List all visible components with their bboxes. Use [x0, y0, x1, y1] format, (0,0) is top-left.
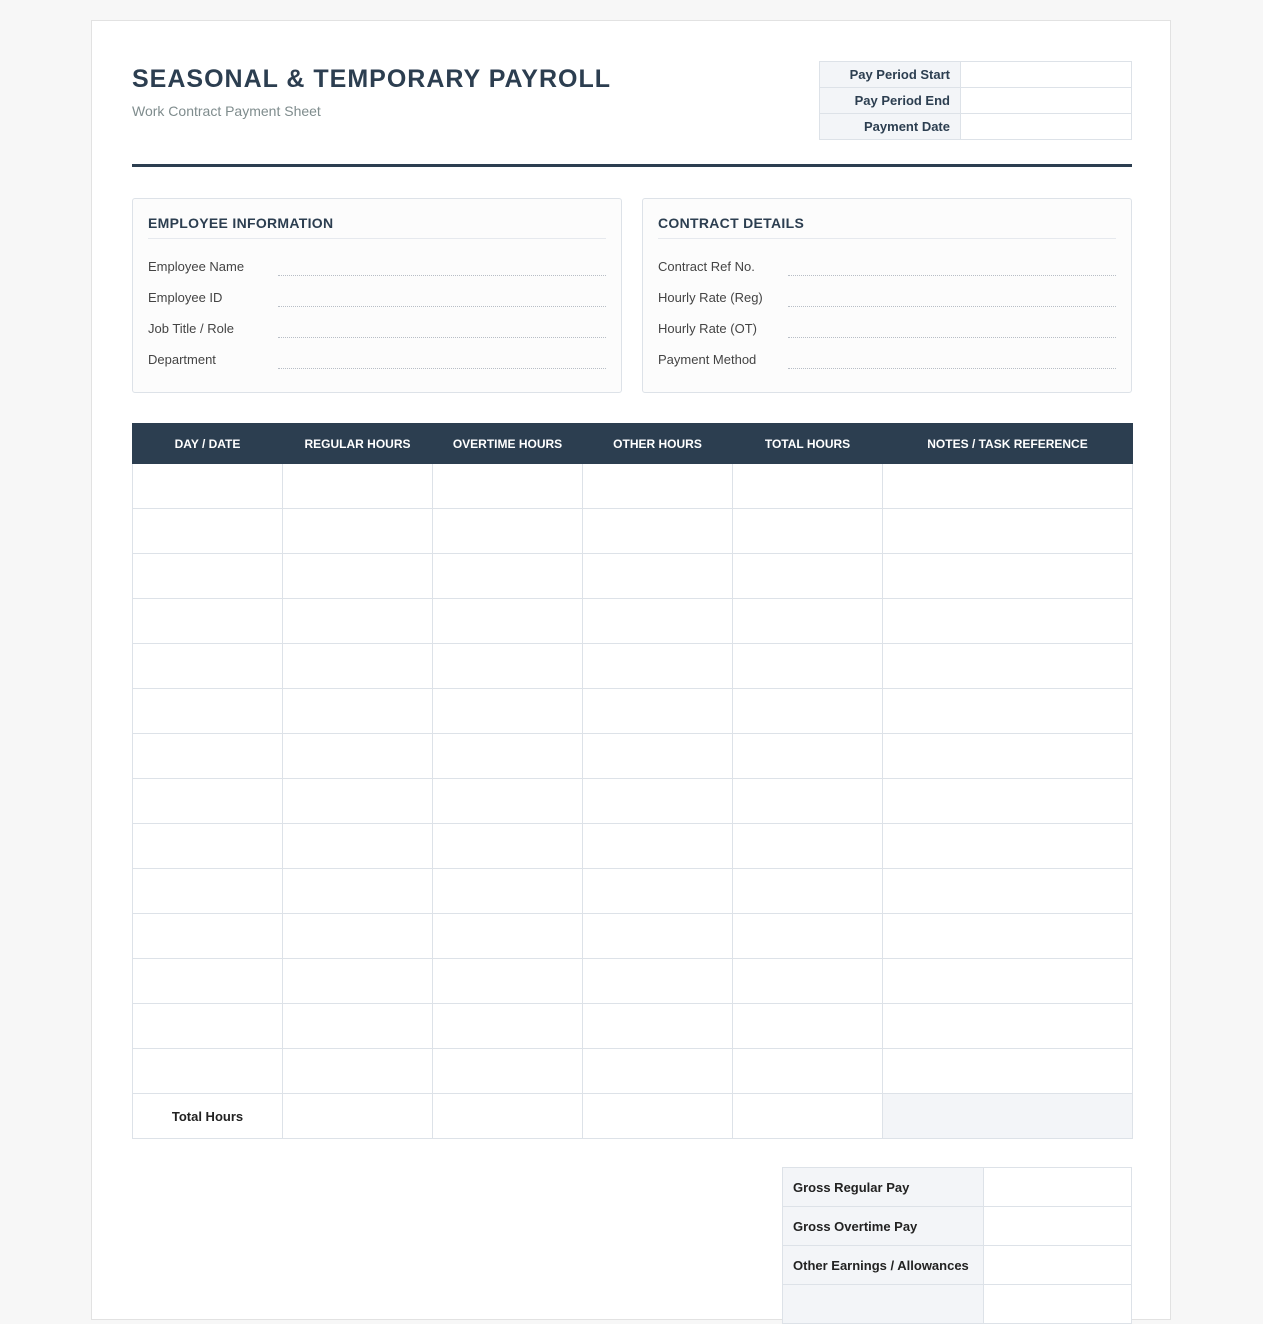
day-date-cell[interactable]	[133, 914, 283, 959]
hours-table	[132, 423, 1133, 1139]
overtime-hours-cell[interactable]	[433, 734, 583, 779]
notes-cell[interactable]	[883, 599, 1133, 644]
overtime-hours-cell[interactable]	[433, 779, 583, 824]
other-hours-cell[interactable]	[583, 509, 733, 554]
regular-hours-cell[interactable]	[283, 914, 433, 959]
overtime-hours-cell[interactable]	[433, 599, 583, 644]
contract-ref-field[interactable]	[788, 275, 1116, 276]
table-row	[133, 599, 1133, 644]
summary-row	[783, 1207, 1132, 1246]
contract-ref-row	[658, 257, 1116, 279]
total-hours-cell[interactable]	[733, 554, 883, 599]
hourly-rate-ot-row	[658, 319, 1116, 341]
other-hours-cell[interactable]	[583, 824, 733, 869]
job-title-row	[148, 319, 606, 341]
day-date-cell[interactable]	[133, 509, 283, 554]
other-hours-cell[interactable]	[583, 914, 733, 959]
gross-regular-pay-field[interactable]	[984, 1168, 1132, 1207]
pay-period-end-field[interactable]	[961, 88, 1132, 114]
day-date-cell[interactable]	[133, 599, 283, 644]
employee-information-heading: EMPLOYEE INFORMATION	[148, 215, 606, 239]
total-hours-cell[interactable]	[733, 644, 883, 689]
overtime-hours-cell[interactable]	[433, 644, 583, 689]
gross-overtime-pay-field[interactable]	[984, 1207, 1132, 1246]
employee-id-row	[148, 288, 606, 310]
table-row	[133, 914, 1133, 959]
contract-details-heading: CONTRACT DETAILS	[658, 215, 1116, 239]
regular-hours-cell[interactable]	[283, 869, 433, 914]
day-date-cell[interactable]	[133, 464, 283, 509]
page-title: SEASONAL & TEMPORARY PAYROLL	[132, 65, 611, 93]
column-header-overtime-hours: OVERTIME HOURS	[433, 424, 583, 464]
regular-hours-cell[interactable]	[283, 734, 433, 779]
hourly-rate-ot-label: Hourly Rate (OT)	[658, 321, 757, 336]
column-header-day-date: DAY / DATE	[133, 424, 283, 464]
total-hours-cell[interactable]	[733, 779, 883, 824]
overtime-hours-cell[interactable]	[433, 959, 583, 1004]
table-row	[133, 464, 1133, 509]
table-row	[133, 824, 1133, 869]
payment-method-row	[658, 350, 1116, 372]
notes-cell[interactable]	[883, 869, 1133, 914]
column-header-regular-hours: REGULAR HOURS	[283, 424, 433, 464]
day-date-cell[interactable]	[133, 644, 283, 689]
regular-hours-cell[interactable]	[283, 554, 433, 599]
notes-cell[interactable]	[883, 1049, 1133, 1094]
day-date-cell[interactable]	[133, 1004, 283, 1049]
regular-hours-cell[interactable]	[283, 779, 433, 824]
summary-next-field[interactable]	[984, 1285, 1132, 1324]
regular-hours-cell[interactable]	[283, 464, 433, 509]
total-hours-cell[interactable]	[733, 1004, 883, 1049]
day-date-cell[interactable]	[133, 959, 283, 1004]
overtime-hours-cell[interactable]	[433, 824, 583, 869]
table-row	[133, 554, 1133, 599]
other-hours-cell[interactable]	[583, 689, 733, 734]
pay-period-end-row	[820, 88, 1132, 114]
pay-period-start-label: Pay Period Start	[820, 62, 961, 88]
regular-hours-cell[interactable]	[283, 1004, 433, 1049]
other-earnings-label: Other Earnings / Allowances	[783, 1246, 984, 1285]
notes-cell[interactable]	[883, 959, 1133, 1004]
overtime-hours-cell[interactable]	[433, 869, 583, 914]
employee-name-label: Employee Name	[148, 259, 245, 274]
column-header-other-hours: OTHER HOURS	[583, 424, 733, 464]
total-hours-cell[interactable]	[733, 824, 883, 869]
overtime-hours-cell[interactable]	[433, 1049, 583, 1094]
department-label: Department	[148, 352, 216, 367]
gross-overtime-pay-label: Gross Overtime Pay	[783, 1207, 984, 1246]
summary-row	[783, 1246, 1132, 1285]
other-hours-cell[interactable]	[583, 869, 733, 914]
pay-period-start-row	[820, 62, 1132, 88]
total-hours-cell[interactable]	[733, 599, 883, 644]
total-total-hours-cell[interactable]	[733, 1094, 883, 1139]
job-title-field[interactable]	[278, 337, 606, 338]
employee-name-row	[148, 257, 606, 279]
pay-period-start-field[interactable]	[961, 62, 1132, 88]
total-regular-hours-cell[interactable]	[283, 1094, 433, 1139]
hourly-rate-reg-field[interactable]	[788, 306, 1116, 307]
total-hours-cell[interactable]	[733, 734, 883, 779]
sheet-header	[132, 61, 1132, 165]
day-date-cell[interactable]	[133, 734, 283, 779]
pay-period-end-label: Pay Period End	[820, 88, 961, 114]
employee-id-label: Employee ID	[148, 290, 223, 305]
total-hours-cell[interactable]	[733, 464, 883, 509]
summary-row	[783, 1168, 1132, 1207]
regular-hours-cell[interactable]	[283, 1049, 433, 1094]
notes-cell[interactable]	[883, 554, 1133, 599]
department-field[interactable]	[278, 368, 606, 369]
table-row	[133, 959, 1133, 1004]
payment-date-field[interactable]	[961, 114, 1132, 140]
day-date-cell[interactable]	[133, 554, 283, 599]
hours-table-body	[133, 464, 1133, 1094]
total-hours-cell[interactable]	[733, 689, 883, 734]
notes-cell[interactable]	[883, 509, 1133, 554]
other-hours-cell[interactable]	[583, 1004, 733, 1049]
department-row	[148, 350, 606, 372]
hourly-rate-ot-field[interactable]	[788, 337, 1116, 338]
regular-hours-cell[interactable]	[283, 599, 433, 644]
total-hours-cell[interactable]	[733, 1049, 883, 1094]
total-hours-label: Total Hours	[133, 1094, 283, 1139]
payment-date-row	[820, 114, 1132, 140]
header-divider	[132, 164, 1132, 167]
page-subtitle: Work Contract Payment Sheet	[132, 103, 321, 119]
overtime-hours-cell[interactable]	[433, 689, 583, 734]
summary-next-label	[783, 1285, 984, 1324]
regular-hours-cell[interactable]	[283, 509, 433, 554]
day-date-cell[interactable]	[133, 779, 283, 824]
column-header-notes: NOTES / TASK REFERENCE	[883, 424, 1133, 464]
total-hours-cell[interactable]	[733, 959, 883, 1004]
other-earnings-field[interactable]	[984, 1246, 1132, 1285]
other-hours-cell[interactable]	[583, 734, 733, 779]
contract-details-card	[642, 198, 1132, 393]
other-hours-cell[interactable]	[583, 1049, 733, 1094]
summary-row	[783, 1285, 1132, 1324]
other-hours-cell[interactable]	[583, 464, 733, 509]
overtime-hours-cell[interactable]	[433, 914, 583, 959]
notes-cell[interactable]	[883, 914, 1133, 959]
overtime-hours-cell[interactable]	[433, 554, 583, 599]
job-title-label: Job Title / Role	[148, 321, 234, 336]
table-row	[133, 509, 1133, 554]
employee-information-card	[132, 198, 622, 393]
other-hours-cell[interactable]	[583, 959, 733, 1004]
day-date-cell[interactable]	[133, 824, 283, 869]
notes-cell[interactable]	[883, 644, 1133, 689]
regular-hours-cell[interactable]	[283, 689, 433, 734]
hourly-rate-reg-label: Hourly Rate (Reg)	[658, 290, 763, 305]
table-row	[133, 779, 1133, 824]
pay-period-table	[819, 61, 1132, 140]
column-header-total-hours: TOTAL HOURS	[733, 424, 883, 464]
contract-ref-label: Contract Ref No.	[658, 259, 755, 274]
table-row	[133, 1004, 1133, 1049]
table-row	[133, 689, 1133, 734]
total-hours-cell[interactable]	[733, 914, 883, 959]
table-row	[133, 869, 1133, 914]
notes-cell[interactable]	[883, 464, 1133, 509]
payment-date-label: Payment Date	[820, 114, 961, 140]
notes-cell[interactable]	[883, 689, 1133, 734]
total-notes-cell	[883, 1094, 1133, 1139]
regular-hours-cell[interactable]	[283, 824, 433, 869]
notes-cell[interactable]	[883, 779, 1133, 824]
day-date-cell[interactable]	[133, 689, 283, 734]
employee-name-field[interactable]	[278, 275, 606, 276]
gross-regular-pay-label: Gross Regular Pay	[783, 1168, 984, 1207]
table-row	[133, 1049, 1133, 1094]
other-hours-cell[interactable]	[583, 554, 733, 599]
overtime-hours-cell[interactable]	[433, 509, 583, 554]
hours-table-header	[133, 424, 1133, 464]
hourly-rate-reg-row	[658, 288, 1116, 310]
notes-cell[interactable]	[883, 824, 1133, 869]
notes-cell[interactable]	[883, 1004, 1133, 1049]
regular-hours-cell[interactable]	[283, 644, 433, 689]
overtime-hours-cell[interactable]	[433, 1004, 583, 1049]
total-hours-row	[133, 1094, 1133, 1139]
notes-cell[interactable]	[883, 734, 1133, 779]
total-other-hours-cell[interactable]	[583, 1094, 733, 1139]
total-hours-cell[interactable]	[733, 509, 883, 554]
overtime-hours-cell[interactable]	[433, 464, 583, 509]
payment-method-field[interactable]	[788, 368, 1116, 369]
total-overtime-hours-cell[interactable]	[433, 1094, 583, 1139]
total-hours-cell[interactable]	[733, 869, 883, 914]
payroll-sheet	[91, 20, 1171, 1320]
employee-id-field[interactable]	[278, 306, 606, 307]
day-date-cell[interactable]	[133, 1049, 283, 1094]
other-hours-cell[interactable]	[583, 779, 733, 824]
pay-summary-table	[782, 1167, 1132, 1324]
table-row	[133, 644, 1133, 689]
payment-method-label: Payment Method	[658, 352, 757, 367]
day-date-cell[interactable]	[133, 869, 283, 914]
other-hours-cell[interactable]	[583, 644, 733, 689]
other-hours-cell[interactable]	[583, 599, 733, 644]
regular-hours-cell[interactable]	[283, 959, 433, 1004]
table-row	[133, 734, 1133, 779]
